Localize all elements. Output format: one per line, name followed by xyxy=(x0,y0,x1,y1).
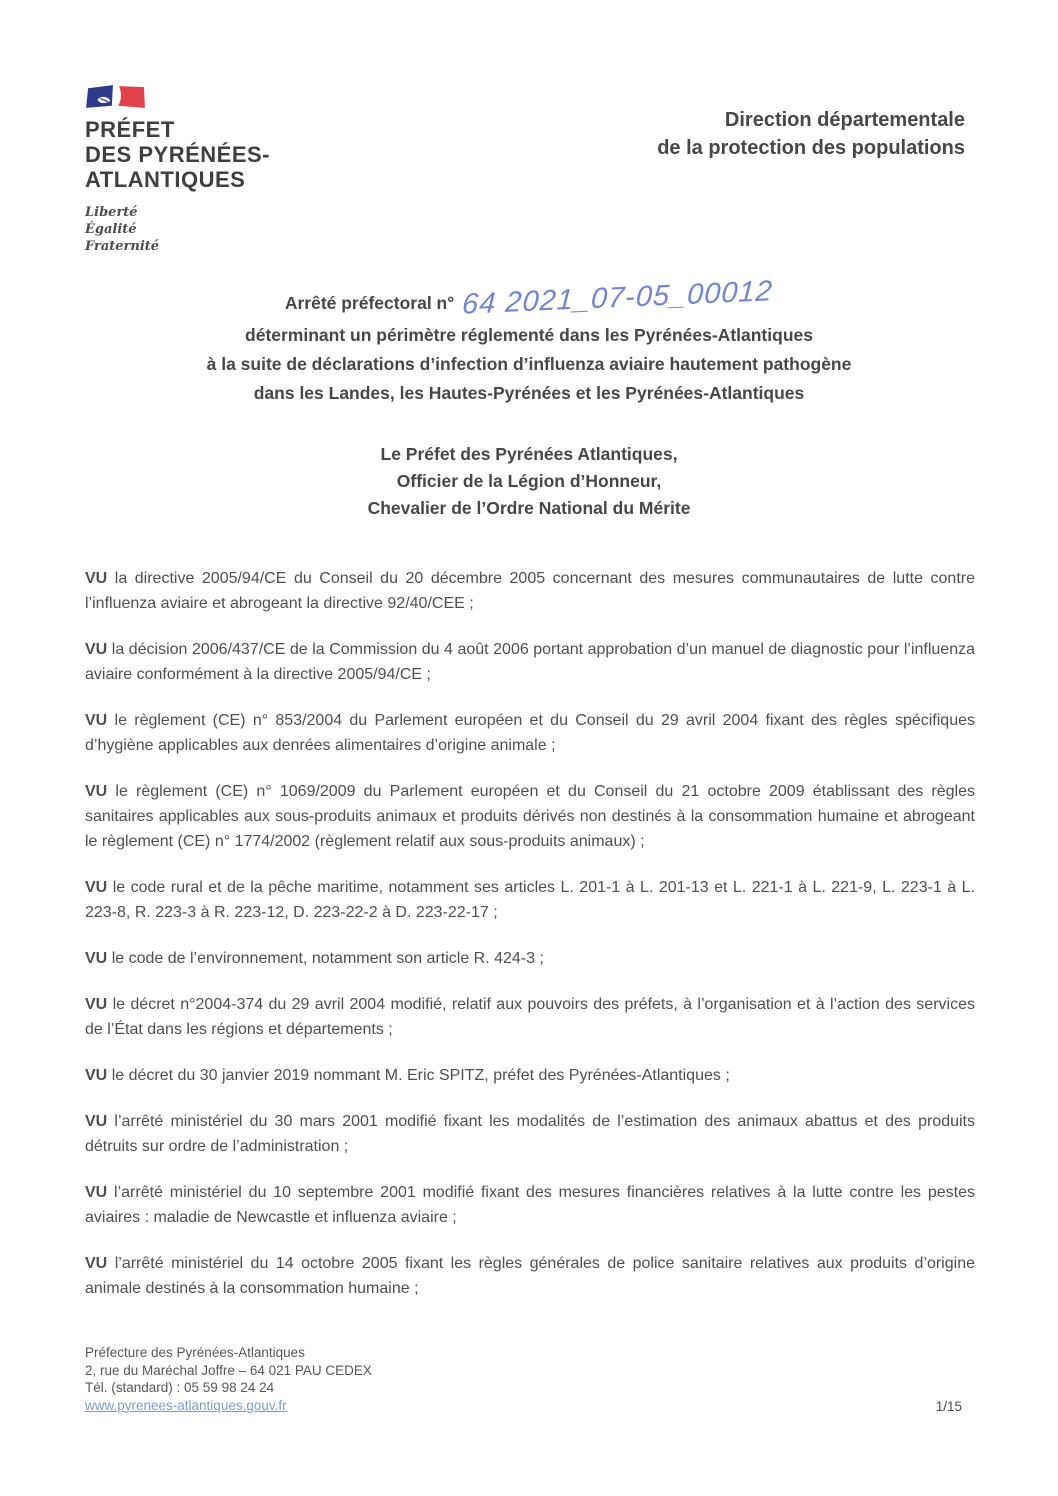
vu-lead: VU xyxy=(85,950,108,967)
handwritten-decree-number: 64 2021_07-05_00012 xyxy=(461,275,775,321)
decree-title-line: à la suite de déclarations d’infection d’influenza aviaire hautement pathogène xyxy=(206,354,852,374)
vu-paragraph xyxy=(85,1180,975,1230)
vu-paragraph xyxy=(85,1251,975,1301)
issuing-authority-line: Le Préfet des Pyrénées Atlantiques, xyxy=(380,444,678,464)
decree-title-number-line xyxy=(60,275,998,321)
vu-paragraph xyxy=(85,946,975,971)
vu-lead: VU xyxy=(85,570,108,587)
vu-text: le code rural et de la pêche maritime, notamment ses articles L. 201-1 à L. 201-13 et L. 221-1 à L. 221-9, L. 223-1 à L. 223-8, R. 223-3 à R. 223-12, D. 223-22-2 à D. 223-22-17 ; xyxy=(85,879,975,921)
vu-paragraph xyxy=(85,708,975,758)
prefecture-name-line: ATLANTIQUES xyxy=(85,167,246,192)
vu-text: l’arrêté ministériel du 14 octobre 2005 fixant les règles générales de police sanitaire relatives aux produits d’origine animale destinés à la consommation humaine ; xyxy=(85,1255,975,1297)
issuing-authority xyxy=(60,441,998,522)
vu-lead: VU xyxy=(85,641,108,658)
issuing-authority-line: Chevalier de l’Ordre National du Mérite xyxy=(367,498,691,518)
vu-lead: VU xyxy=(85,996,108,1013)
vu-lead: VU xyxy=(85,1184,108,1201)
vu-text: le règlement (CE) n° 853/2004 du Parlement européen et du Conseil du 29 avril 2004 fixant des règles spécifiques d’hygiène applicables aux denrées alimentaires d’origine animale ; xyxy=(85,712,975,754)
vu-text: le code de l’environnement, notamment son article R. 424-3 ; xyxy=(111,950,544,967)
vu-text: la décision 2006/437/CE de la Commission du 4 août 2006 portant approbation d’un manuel de diagnostic pour l’influenza aviaire conformément à la directive 2005/94/CE ; xyxy=(85,641,975,683)
french-flag-icon xyxy=(85,84,147,111)
footer-prefecture-name: Préfecture des Pyrénées-Atlantiques xyxy=(85,1345,305,1360)
vu-text: le décret du 30 janvier 2019 nommant M. Eric SPITZ, préfet des Pyrénées-Atlantiques ; xyxy=(111,1067,730,1084)
prefecture-name xyxy=(85,117,270,192)
vu-text: la directive 2005/94/CE du Conseil du 20 décembre 2005 concernant des mesures communautaires de lutte contre l’influenza aviaire et abrogeant la directive 92/40/CEE ; xyxy=(85,570,975,612)
vu-paragraph xyxy=(85,1063,975,1088)
republic-motto xyxy=(85,204,270,255)
website-link[interactable]: www.pyrenees-atlantiques.gouv.fr xyxy=(85,1397,287,1413)
footer-address xyxy=(85,1344,372,1414)
vu-paragraph xyxy=(85,875,975,925)
direction-header xyxy=(657,106,965,162)
decree-title-prefix: Arrêté préfectoral n° xyxy=(284,293,455,313)
motto-line: Égalité xyxy=(85,222,137,237)
vu-lead: VU xyxy=(85,783,108,800)
prefecture-name-line: DES PYRÉNÉES- xyxy=(85,142,270,167)
decree-title-line: dans les Landes, les Hautes-Pyrénées et les Pyrénées-Atlantiques xyxy=(253,383,805,403)
vu-paragraph xyxy=(85,992,975,1042)
footer-phone: Tél. (standard) : 05 59 98 24 24 xyxy=(85,1380,275,1395)
vu-paragraph xyxy=(85,566,975,616)
vu-lead: VU xyxy=(85,712,108,729)
prefecture-logo xyxy=(85,84,270,255)
vu-lead: VU xyxy=(85,1113,108,1130)
issuing-authority-line: Officier de la Légion d’Honneur, xyxy=(396,471,662,491)
page-number: 1/15 xyxy=(935,1399,962,1414)
vu-paragraph xyxy=(85,779,975,854)
decree-recitals xyxy=(85,566,975,1322)
decree-title-line: déterminant un périmètre réglementé dans les Pyrénées-Atlantiques xyxy=(245,325,813,345)
vu-paragraph xyxy=(85,637,975,687)
vu-lead: VU xyxy=(85,1067,108,1084)
vu-text: le décret n°2004-374 du 29 avril 2004 modifié, relatif aux pouvoirs des préfets, à l’organisation et à l’action des services de l’État dans les régions et départements ; xyxy=(85,996,975,1038)
footer-street-address: 2, rue du Maréchal Joffre – 64 021 PAU CEDEX xyxy=(85,1362,372,1378)
vu-text: l’arrêté ministériel du 30 mars 2001 modifié fixant les modalités de l’estimation des animaux abattus et des produits détruits sur ordre de l’administration ; xyxy=(85,1113,975,1155)
vu-text: le règlement (CE) n° 1069/2009 du Parlement européen et du Conseil du 21 octobre 2009 établissant des règles sanitaires applicables aux sous-produits animaux et produits dérivés non destinés à la consommation humaine et abrogeant le règlement (CE) n° 1774/2002 (règlement relatif aux sous-produits animaux) ; xyxy=(85,783,975,850)
motto-line: Liberté xyxy=(85,205,138,220)
vu-lead: VU xyxy=(85,879,108,896)
decree-title xyxy=(60,275,998,408)
direction-header-line: Direction départementale xyxy=(724,109,965,131)
direction-header-line: de la protection des populations xyxy=(657,137,965,159)
vu-text: l’arrêté ministériel du 10 septembre 2001 modifié fixant des mesures financières relatives à la lutte contre les pestes aviaires : maladie de Newcastle et influenza aviaire ; xyxy=(85,1184,975,1226)
vu-paragraph xyxy=(85,1109,975,1159)
vu-lead: VU xyxy=(85,1255,108,1272)
motto-line: Fraternité xyxy=(85,239,160,254)
prefecture-name-line: PRÉFET xyxy=(85,117,175,142)
